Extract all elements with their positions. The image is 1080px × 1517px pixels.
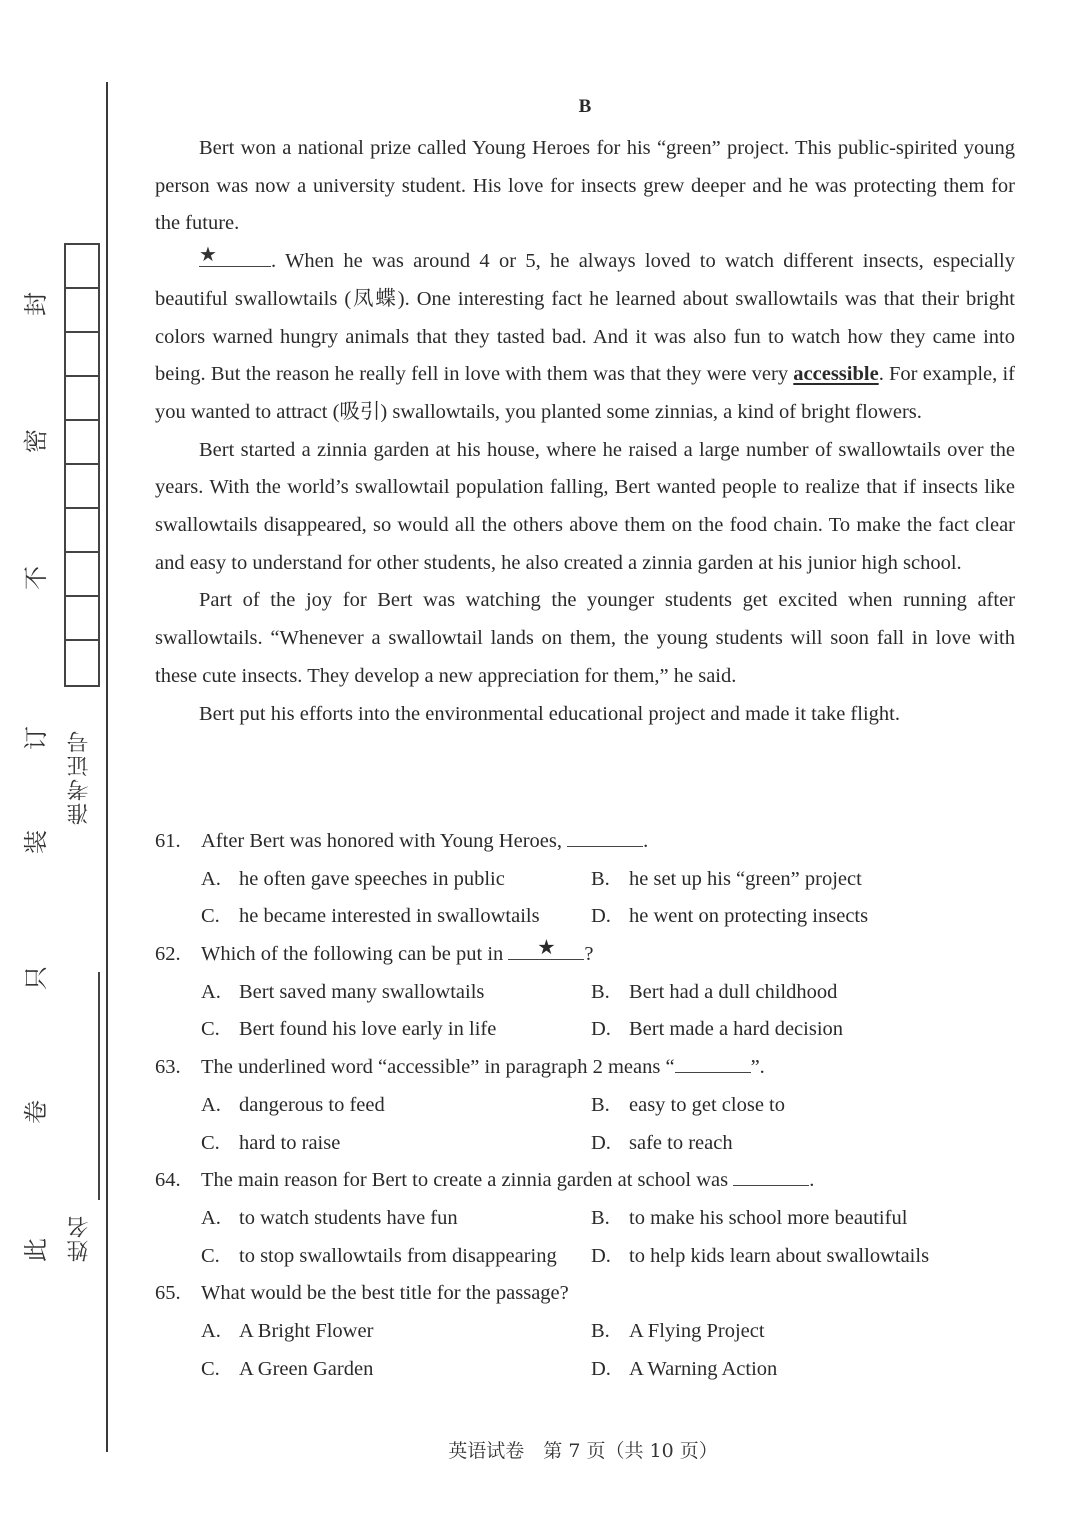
option-text: A Warning Action [629, 1357, 778, 1380]
option-a[interactable] [155, 1313, 591, 1351]
option-letter: B. [591, 980, 610, 1003]
id-digit-box[interactable] [66, 553, 98, 597]
option-letter: A. [201, 1319, 221, 1342]
answer-blank[interactable] [733, 1165, 809, 1186]
option-b[interactable] [591, 974, 1027, 1012]
option-c[interactable] [155, 1011, 591, 1049]
option-letter: B. [591, 867, 610, 890]
option-c[interactable] [155, 1351, 591, 1389]
seal-char: 密 [22, 429, 50, 453]
id-digit-box[interactable] [66, 421, 98, 465]
option-letter: D. [591, 1244, 611, 1267]
seal-char: 订 [22, 726, 50, 750]
option-text: he went on protecting insects [629, 905, 869, 928]
option-a[interactable] [155, 1200, 591, 1238]
option-text: safe to reach [629, 1131, 733, 1154]
option-letter: A. [201, 1093, 221, 1116]
option-c[interactable] [155, 1125, 591, 1163]
option-letter: B. [591, 1093, 610, 1116]
id-digit-box[interactable] [66, 509, 98, 553]
question-stem [155, 936, 1035, 974]
seal-char: 卷 [22, 1100, 50, 1124]
question-61 [155, 823, 1035, 936]
option-text: to watch students have fun [239, 1206, 458, 1229]
id-digit-box[interactable] [66, 465, 98, 509]
question-number: 63. [155, 1056, 181, 1079]
seal-char: 封 [22, 292, 50, 316]
option-letter: C. [201, 1244, 220, 1267]
option-letter: D. [591, 1018, 611, 1041]
stem-text: The underlined word “accessible” in paragraph 2 means “ [201, 1056, 675, 1079]
option-b[interactable] [591, 1313, 1027, 1351]
stem-punct: . [809, 1169, 815, 1192]
question-number: 64. [155, 1169, 181, 1192]
option-c[interactable] [155, 1238, 591, 1276]
stem-text: What would be the best title for the passage? [201, 1282, 569, 1305]
option-d[interactable] [591, 1351, 1027, 1389]
name-label: 姓名 [67, 1214, 92, 1262]
star-icon: ★ [537, 937, 556, 960]
option-d[interactable] [591, 1011, 1027, 1049]
answer-blank[interactable] [567, 826, 643, 847]
star-blank [508, 937, 584, 960]
paragraph-1: Bert won a national prize called Young Heroes for his “green” project. This public-spirited young person was now a university student. His love for insects grew deeper and he was protecting them for the future. [155, 137, 1015, 235]
id-digit-box[interactable] [66, 333, 98, 377]
option-letter: C. [201, 1131, 220, 1154]
option-text: A Bright Flower [239, 1319, 374, 1342]
paragraph-2-text-b: . For example, if you wanted to attract (吸引) swallowtails, you planted some zinnias, a kind of bright flowers. [155, 363, 1015, 423]
question-stem [155, 1162, 1035, 1200]
option-b[interactable] [591, 861, 1027, 899]
paragraph-2 [155, 243, 1015, 432]
id-digit-box[interactable] [66, 377, 98, 421]
option-letter: D. [591, 905, 611, 928]
question-stem [155, 823, 1035, 861]
option-text: A Flying Project [629, 1319, 765, 1342]
option-d[interactable] [591, 1125, 1027, 1163]
question-64 [155, 1162, 1035, 1275]
option-letter: B. [591, 1319, 610, 1342]
stem-text: Which of the following can be put in [201, 943, 509, 966]
option-c[interactable] [155, 898, 591, 936]
paragraph-5: Bert put his efforts into the environmental educational project and made it take flight. [199, 702, 900, 725]
stem-punct: . [643, 830, 649, 852]
page-footer: 英语试卷 第 7 页（共 10 页） [448, 1440, 718, 1462]
seal-char: 装 [22, 830, 50, 854]
option-text: he often gave speeches in public [239, 867, 505, 890]
seal-char: 只 [22, 966, 50, 990]
option-a[interactable] [155, 1087, 591, 1125]
underlined-word: accessible [793, 363, 879, 386]
id-digit-box[interactable] [66, 245, 98, 289]
option-a[interactable] [155, 861, 591, 899]
option-text: hard to raise [239, 1131, 341, 1154]
option-letter: A. [201, 1206, 221, 1229]
option-text: A Green Garden [239, 1357, 374, 1380]
question-number: 62. [155, 943, 181, 966]
option-text: to help kids learn about swallowtails [629, 1244, 930, 1267]
option-letter: C. [201, 1357, 220, 1380]
question-stem [155, 1049, 1035, 1087]
passage-blank [199, 244, 271, 267]
option-text: Bert saved many swallowtails [239, 980, 485, 1003]
question-62 [155, 936, 1035, 1049]
option-letter: C. [201, 905, 220, 928]
option-b[interactable] [591, 1200, 1027, 1238]
question-number: 61. [155, 830, 181, 852]
question-list [155, 823, 1035, 1388]
name-field-line[interactable] [98, 972, 100, 1200]
option-text: easy to get close to [629, 1093, 785, 1116]
id-digit-box[interactable] [66, 597, 98, 641]
section-heading: B [578, 96, 592, 117]
option-letter: A. [201, 867, 221, 890]
option-letter: D. [591, 1357, 611, 1380]
star-icon: ★ [199, 244, 217, 267]
option-letter: A. [201, 980, 221, 1003]
paragraph-4: Part of the joy for Bert was watching the younger students get excited when running after swallowtails. “Whenever a swallowtail lands on them, the young students will soon fall in love with these cute insects. They develop a new appreciation for them,” he said. [155, 589, 1015, 687]
option-b[interactable] [591, 1087, 1027, 1125]
id-digit-box[interactable] [66, 641, 98, 685]
option-text: dangerous to feed [239, 1093, 385, 1116]
seal-char: 不 [22, 566, 50, 590]
option-d[interactable] [591, 1238, 1027, 1276]
reading-passage [155, 130, 1015, 733]
id-digit-box[interactable] [66, 289, 98, 333]
question-65 [155, 1275, 1035, 1388]
option-text: he set up his “green” project [629, 867, 862, 890]
binding-line [106, 82, 108, 1452]
paragraph-2-text-a: . When he was around 4 or 5, he always loved to watch different insects, especially beautiful swallowtails (凤蝶). One interesting fact he learned about swallowtails was that their bright colors warned hungry animals that they tasted bad. And it was also fun to watch how they came into being. But the reason he really fell in love with them was that they were very [155, 250, 1015, 386]
option-text: to make his school more beautiful [629, 1206, 908, 1229]
option-d[interactable] [591, 898, 1027, 936]
option-text: to stop swallowtails from disappearing [239, 1244, 557, 1267]
option-text: Bert made a hard decision [629, 1018, 844, 1041]
answer-blank[interactable] [675, 1052, 751, 1073]
seal-char: 此 [22, 1238, 50, 1262]
exam-id-label: 准考证号 [67, 729, 92, 825]
option-text: he became interested in swallowtails [239, 905, 540, 928]
stem-text: After Bert was honored with Young Heroes, [201, 830, 568, 852]
question-stem [155, 1275, 1035, 1313]
question-63 [155, 1049, 1035, 1162]
paragraph-3: Bert started a zinnia garden at his house, where he raised a large number of swallowtails over the years. With the world’s swallowtail population falling, Bert wanted people to realize that if insects like swallowtails disappeared, so would all the others above them on the food chain. To make the fact clear and easy to understand for other students, he also created a zinnia garden at his junior high school. [155, 438, 1015, 574]
option-letter: D. [591, 1131, 611, 1154]
option-letter: C. [201, 1018, 220, 1041]
exam-id-boxes[interactable] [64, 243, 100, 687]
stem-punct: ? [584, 943, 594, 966]
option-a[interactable] [155, 974, 591, 1012]
option-text: Bert had a dull childhood [629, 980, 838, 1003]
option-letter: B. [591, 1206, 610, 1229]
stem-punct: ”. [750, 1056, 765, 1079]
option-text: Bert found his love early in life [239, 1018, 497, 1041]
question-number: 65. [155, 1282, 181, 1305]
stem-text: The main reason for Bert to create a zinnia garden at school was [201, 1169, 734, 1192]
